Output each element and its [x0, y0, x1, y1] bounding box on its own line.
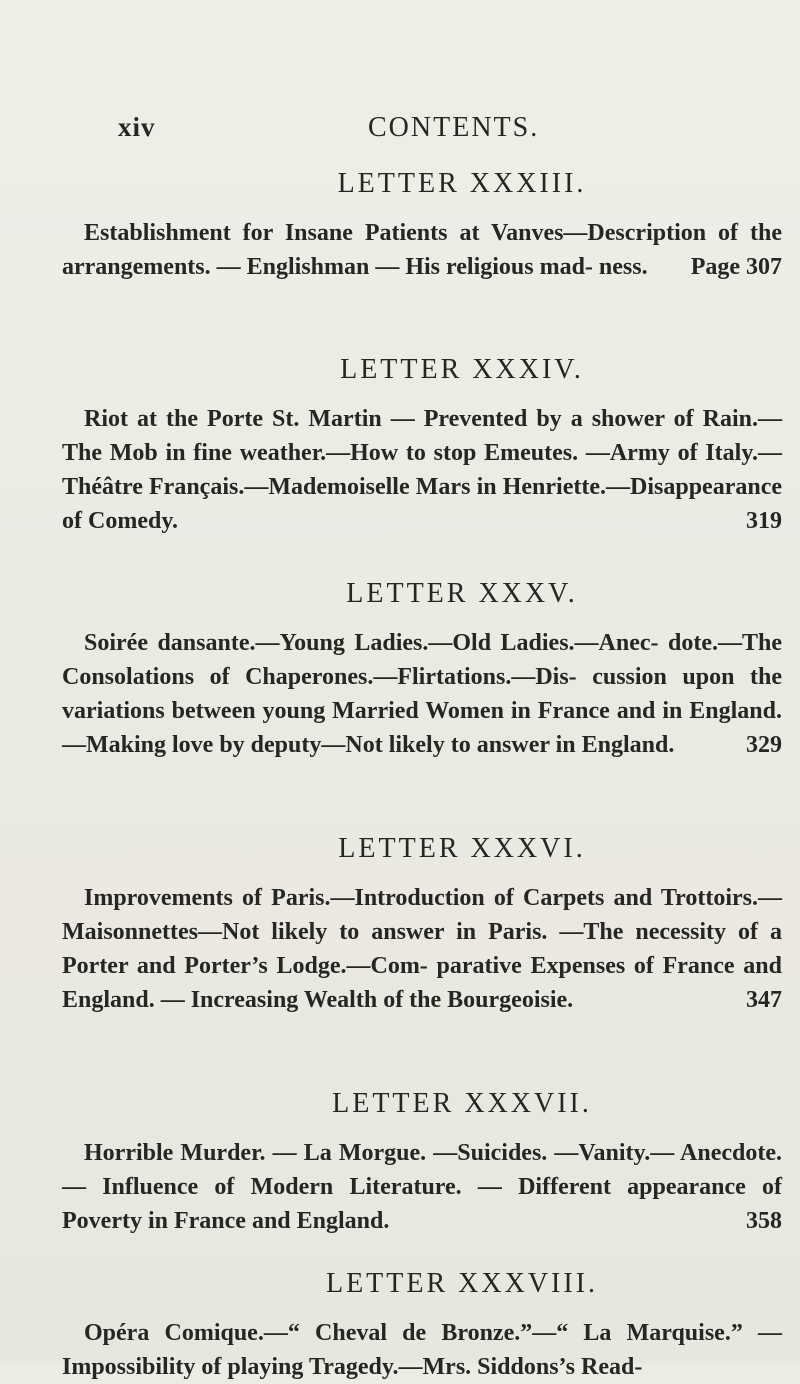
letter-heading: LETTER XXXVIII. [325, 1268, 599, 1299]
entry-summary [62, 1136, 782, 1238]
entry-text: Horrible Murder. — La Morgue. —Suicides. —Vanity.— Anecdote. — Influence of Modern Literature. — Different appearance of Poverty in France and England. [62, 1140, 782, 1234]
page-reference: Page 307 [690, 254, 782, 280]
running-title: CONTENTS. [368, 112, 540, 143]
running-head [118, 112, 718, 152]
contents-entry [62, 354, 782, 538]
letter-heading: LETTER XXXIV. [340, 354, 584, 385]
entry-text: Riot at the Porte St. Martin — Prevented by a shower of Rain.—The Mob in fine weather.—How to stop Emeutes. —Army of Italy.—Théâtre Français.—Mademoiselle Mars in Henriette.—Disappearance of Comedy. [62, 406, 782, 534]
letter-heading: LETTER XXXV. [346, 578, 578, 609]
letter-heading: LETTER XXXVII. [332, 1088, 592, 1119]
page-reference: 329 [746, 732, 782, 758]
page-folio: xiv [118, 112, 156, 142]
contents-entry [62, 168, 782, 284]
entry-summary [62, 626, 782, 762]
entry-text: Establishment for Insane Patients at Vanves—Description of the arrangements. — Englishman — His religious mad- ness. [62, 220, 782, 280]
entry-summary [62, 402, 782, 538]
entry-summary [62, 881, 782, 1017]
entry-text: Opéra Comique.—“ Cheval de Bronze.”—“ La Marquise.” —Impossibility of playing Tragedy.—Mrs. Siddons’s Read- [62, 1320, 782, 1380]
contents-entry [62, 578, 782, 762]
entry-text: Soirée dansante.—Young Ladies.—Old Ladies.—Anec- dote.—The Consolations of Chaperones.—Flirtations.—Dis- cussion upon the variations between young Married Women in France and in England.—Making love by deputy—Not likely to answer in England. [62, 630, 782, 758]
page-reference: 358 [746, 1208, 782, 1234]
entry-text: Improvements of Paris.—Introduction of Carpets and Trottoirs.—Maisonnettes—Not likely to answer in Paris. —The necessity of a Porter and Porter’s Lodge.—Com- parative Expenses of France and England. — Increasing Wealth of the Bourgeoisie. [62, 885, 782, 1013]
contents-entry [62, 1268, 782, 1384]
letter-heading: LETTER XXXVI. [338, 833, 586, 864]
contents-entry [62, 1088, 782, 1238]
entry-summary [62, 1316, 782, 1384]
page-reference: 319 [746, 508, 782, 534]
contents-entry [62, 833, 782, 1017]
page-reference: 347 [746, 987, 782, 1013]
entry-summary [62, 216, 782, 284]
letter-heading: LETTER XXXIII. [337, 168, 587, 199]
